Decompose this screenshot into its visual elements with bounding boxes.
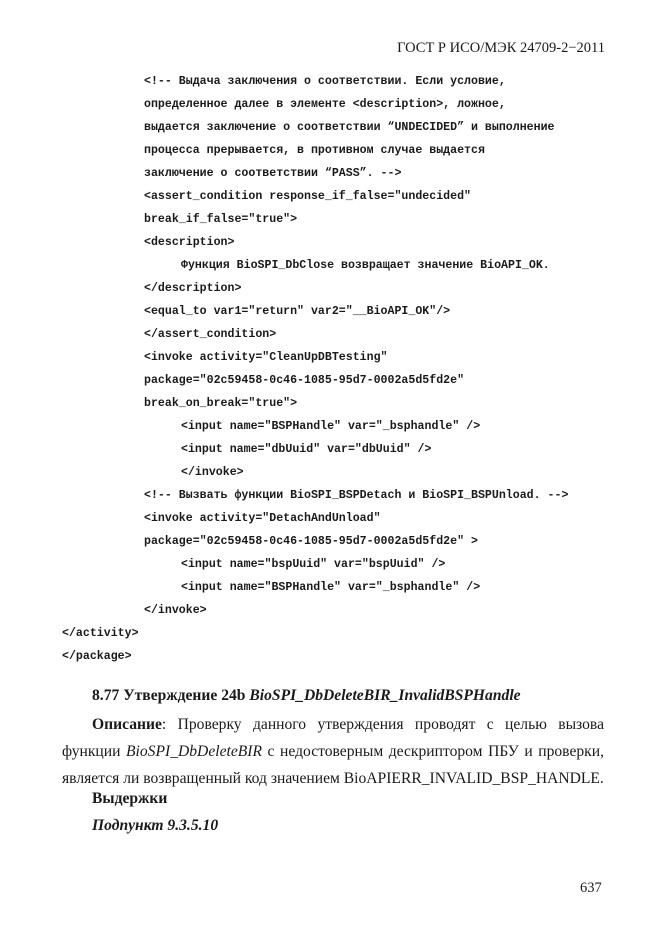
code-line: break_on_break="true"> — [144, 397, 298, 410]
code-line: </package> — [62, 650, 132, 663]
code-line: <!-- Выдача заключения о соответствии. Если условие, — [144, 75, 506, 88]
description-text-cont: с недостоверным дескриптором ПБУ и проверки, является ли возвращенный код значением BioAPIERR_INVALID_BSP_HANDLE. — [62, 743, 604, 787]
code-line: </invoke> — [144, 604, 207, 617]
page-number: 637 — [580, 880, 602, 896]
function-name: BioSPI_DbDeleteBIR — [126, 743, 262, 760]
subclause-reference: Подпункт 9.3.5.10 — [92, 817, 219, 834]
code-line: <input name="dbUuid" var="dbUuid" /> — [181, 443, 432, 456]
section-assertion-name: BioSPI_DbDeleteBIR_InvalidBSPHandle — [249, 687, 521, 704]
code-line: <!-- Вызвать функции BioSPI_BSPDetach и BioSPI_BSPUnload. --> — [144, 489, 569, 502]
code-line: </assert_condition> — [144, 328, 277, 341]
code-line: определенное далее в элементе <description>, ложное, — [144, 98, 506, 111]
code-line: <invoke activity="DetachAndUnload" — [144, 512, 381, 525]
code-line: <assert_condition response_if_false="undecided" — [144, 190, 471, 203]
code-line: <invoke activity="CleanUpDBTesting" — [144, 351, 388, 364]
code-line: <input name="BSPHandle" var="_bsphandle" /> — [181, 581, 481, 594]
section-number-title: 8.77 Утверждение 24b — [92, 687, 250, 704]
code-line: package="02c59458-0c46-1085-95d7-0002a5d5fd2e" — [144, 374, 465, 387]
code-line: Функция BioSPI_DbClose возвращает значение BioAPI_OK. — [181, 259, 550, 272]
code-line: выдается заключение о соответствии “UNDECIDED” и выполнение — [144, 121, 555, 134]
code-line: <equal_to var1="return" var2="__BioAPI_OK"/> — [144, 305, 451, 318]
code-line: заключение о соответствии “PASS”. --> — [144, 167, 402, 180]
code-line: <description> — [144, 236, 235, 249]
description-paragraph — [62, 711, 604, 792]
code-line: <input name="bspUuid" var="bspUuid" /> — [181, 558, 446, 571]
code-line: </description> — [144, 282, 242, 295]
code-line: break_if_false="true"> — [144, 213, 298, 226]
code-line: <input name="BSPHandle" var="_bsphandle" /> — [181, 420, 481, 433]
description-text: : Проверку данного утверждения проводят с целью вызова функции — [62, 716, 604, 760]
code-line: package="02c59458-0c46-1085-95d7-0002a5d5fd2e" > — [144, 535, 478, 548]
description-label: Описание — [92, 716, 162, 733]
code-line: </invoke> — [181, 466, 244, 479]
document-header: ГОСТ Р ИСО/МЭК 24709-2−2011 — [397, 40, 605, 56]
code-line: процесса прерывается, в противном случае выдается — [144, 144, 485, 157]
code-line: </activity> — [62, 627, 139, 640]
section-heading — [92, 687, 521, 705]
excerpts-heading: Выдержки — [92, 790, 168, 807]
